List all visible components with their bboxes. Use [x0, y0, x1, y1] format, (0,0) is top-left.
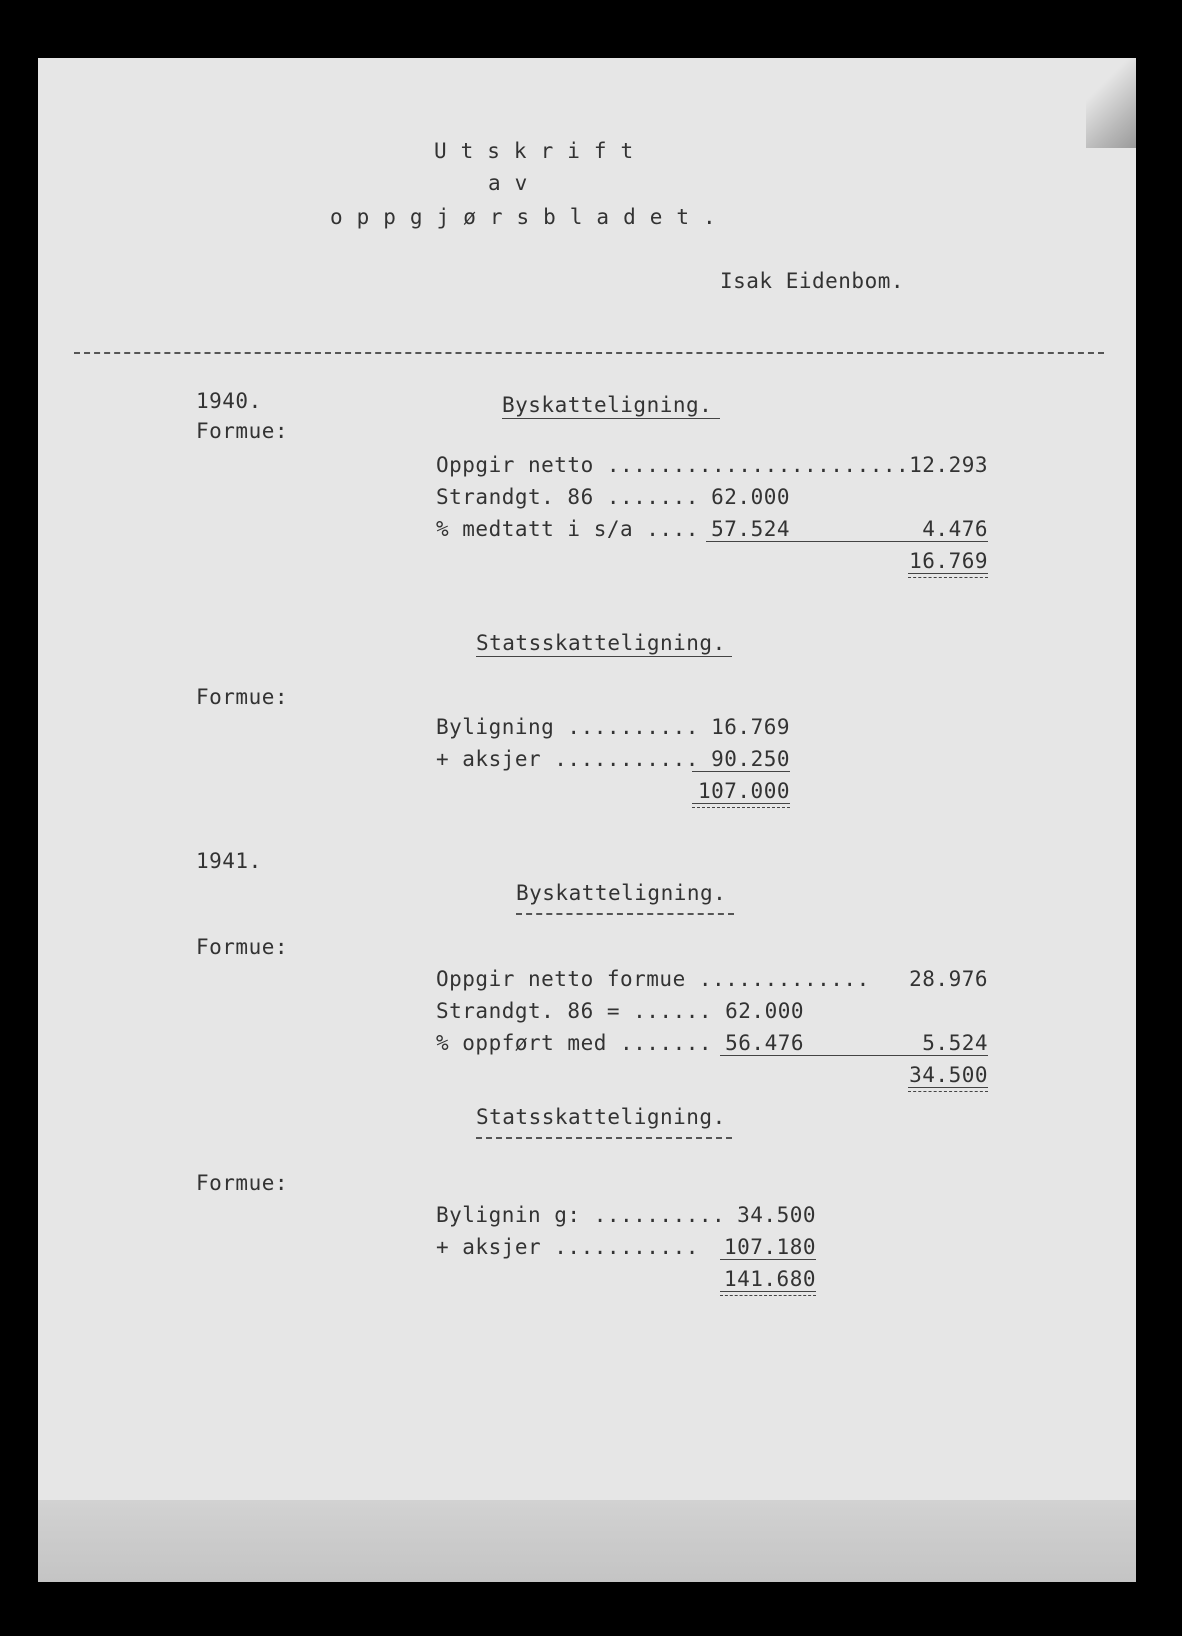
by-row-col1: 62.000 — [725, 999, 804, 1023]
person-name: Isak Eidenbom. — [720, 269, 905, 293]
stat-total-1941: 141.680 — [723, 1267, 816, 1291]
sum-line — [720, 1055, 988, 1056]
statsskatteligning-heading-1940: Statsskatteligning. — [476, 631, 726, 655]
by-row-label: Oppgir netto formue ............. — [436, 967, 870, 991]
total-double-underline — [720, 1291, 816, 1296]
by-total-1940: 16.769 — [909, 549, 988, 573]
by-row-col2: 5.524 — [922, 1031, 988, 1055]
title-line-3: oppgjørsbladet. — [330, 205, 730, 229]
by-row-col2: 28.976 — [909, 967, 988, 991]
heading-underline — [476, 1137, 732, 1139]
stat-formue-label-1940: Formue: — [196, 685, 289, 709]
by-row-col2: 12.293 — [909, 453, 988, 477]
page-bottom-shadow — [38, 1500, 1136, 1582]
statsskatteligning-heading-1941: Statsskatteligning. — [476, 1105, 726, 1129]
by-row-label: % medtatt i s/a .... — [436, 517, 699, 541]
byskatteligning-heading-1940: Byskatteligning. — [502, 393, 713, 417]
formue-label-1941: Formue: — [196, 935, 289, 959]
page-corner-shadow — [1086, 58, 1136, 148]
formue-label-1940: Formue: — [196, 419, 289, 443]
sum-line — [706, 541, 988, 542]
heading-underline — [476, 656, 732, 657]
heading-underline — [516, 913, 734, 915]
stat-row-value: 34.500 — [737, 1203, 816, 1227]
by-row-col1: 62.000 — [711, 485, 790, 509]
stat-formue-label-1941: Formue: — [196, 1171, 289, 1195]
by-row-col1: 56.476 — [725, 1031, 804, 1055]
stat-row-label: + aksjer ........... — [436, 1235, 699, 1259]
stat-total-1940: 107.000 — [697, 779, 790, 803]
by-row-label: Oppgir netto ....................... — [436, 453, 910, 477]
by-row-col2: 4.476 — [922, 517, 988, 541]
by-row-label: Strandgt. 86 ....... — [436, 485, 699, 509]
stat-row-value: 90.250 — [711, 747, 790, 771]
by-row-label: Strandgt. 86 = ...... — [436, 999, 713, 1023]
total-double-underline — [908, 573, 988, 578]
stat-row-label: Byligning .......... — [436, 715, 699, 739]
stat-row-label: Bylignin g: .......... — [436, 1203, 726, 1227]
year-1941: 1941. — [196, 849, 262, 873]
byskatteligning-heading-1941: Byskatteligning. — [516, 881, 727, 905]
title-line-1: Utskrift — [434, 139, 648, 163]
year-1940: 1940. — [196, 389, 262, 413]
by-row-col1: 57.524 — [711, 517, 790, 541]
total-double-underline — [908, 1087, 988, 1092]
by-row-label: % oppført med ....... — [436, 1031, 713, 1055]
separator-line — [74, 352, 1104, 354]
document-page — [38, 58, 1136, 1582]
sum-line — [720, 1259, 816, 1260]
title-line-2: av — [488, 171, 542, 195]
stat-row-value: 107.180 — [723, 1235, 816, 1259]
total-double-underline — [692, 803, 790, 808]
stat-row-value: 16.769 — [711, 715, 790, 739]
stat-row-label: + aksjer ........... — [436, 747, 699, 771]
heading-underline — [502, 418, 720, 419]
sum-line — [692, 771, 790, 772]
by-total-1941: 34.500 — [909, 1063, 988, 1087]
